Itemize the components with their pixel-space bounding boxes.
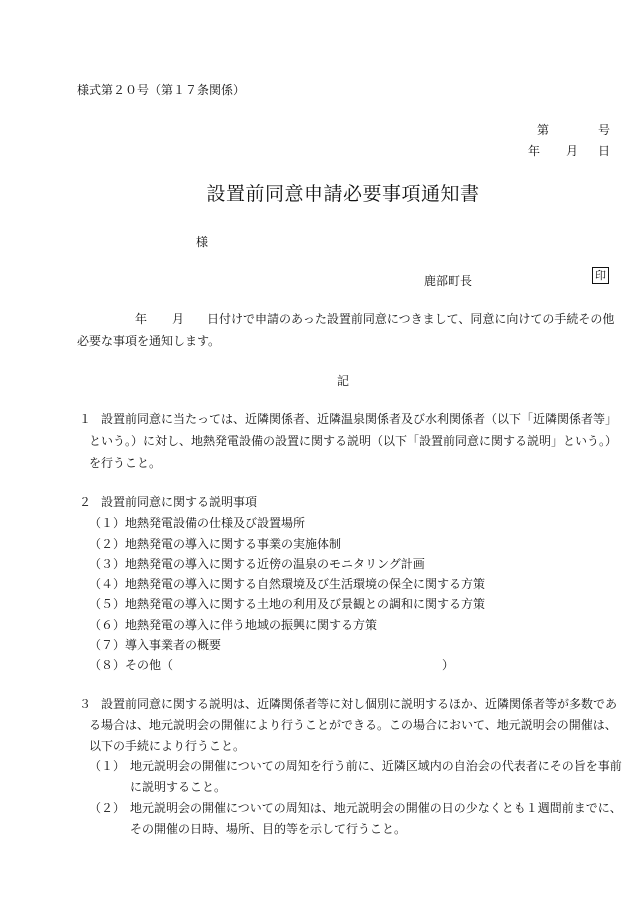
section-2-item-1-number: （１）: [89, 516, 126, 530]
document-number-prefix: 第: [537, 123, 550, 137]
section-3-item-2-number: （２）: [89, 801, 126, 815]
section-2-item-7-number: （７）: [89, 638, 126, 652]
section-2-item-8-text: その他（: [125, 658, 174, 672]
section-2-item-2-text: 地熱発電の導入に関する事業の実施体制: [125, 537, 342, 551]
section-3-number: ３: [79, 697, 92, 711]
section-1-line-3: を行うこと。: [89, 456, 162, 470]
section-3-line-2: る場合は、地元説明会の開催により行うことができる。この場合において、地元説明会の開催は、: [89, 718, 617, 732]
section-1-number: １: [79, 412, 92, 426]
section-2-item-5-text: 地熱発電の導入に関する土地の利用及び景観との調和に関する方策: [125, 597, 486, 611]
seal-label: 印: [595, 269, 606, 282]
section-2-item-8-close-paren: ）: [442, 658, 455, 672]
intro-line-2: 必要な事項を通知します。: [77, 334, 221, 348]
section-1-line-2: という。）に対し、地熱発電設備の設置に関する説明（以下「設置前同意に関する説明」という。）: [89, 434, 618, 448]
date-month: 月: [566, 144, 579, 158]
section-2-item-6-text: 地熱発電の導入に伴う地域の振興に関する方策: [125, 618, 378, 632]
section-2-item-3-text: 地熱発電の導入に関する近傍の温泉のモニタリング計画: [125, 557, 425, 571]
section-3-item-2-line-2: その開催の日時、場所、目的等を示して行うこと。: [130, 822, 407, 836]
document-number-suffix: 号: [598, 123, 611, 137]
section-3-line-1: 設置前同意に関する説明は、近隣関係者等に対し個別に説明するほか、近隣関係者等が多数であ: [101, 697, 618, 711]
intro-month: 月: [172, 312, 185, 326]
section-3-item-1-line-2: に説明すること。: [130, 780, 227, 794]
ki-heading: 記: [336, 374, 349, 388]
addressee-honorific: 様: [196, 235, 209, 249]
section-2-item-8-number: （８）: [89, 658, 126, 672]
section-2-item-6-number: （６）: [89, 618, 126, 632]
date-year: 年: [528, 144, 541, 158]
section-2-item-7-text: 導入事業者の概要: [125, 638, 222, 652]
section-2-number: ２: [79, 495, 92, 509]
form-number: 様式第２０号（第１７条関係）: [77, 83, 246, 97]
section-3-line-3: 以下の手続により行うこと。: [89, 739, 246, 753]
section-3-item-2-line-1: 地元説明会の開催についての周知は、地元説明会の開催の日の少なくとも１週間前までに、: [130, 801, 622, 815]
section-3-item-1-number: （１）: [89, 759, 126, 773]
date-day: 日: [598, 144, 611, 158]
document-title: 設置前同意申請必要事項通知書: [206, 183, 480, 205]
section-1-line-1: 設置前同意に当たっては、近隣関係者、近隣温泉関係者及び水利関係者（以下「近隣関係者等」: [101, 412, 618, 426]
intro-year: 年: [135, 312, 148, 326]
section-2-item-3-number: （３）: [89, 557, 126, 571]
section-2-item-4-text: 地熱発電の導入に関する自然環境及び生活環境の保全に関する方策: [125, 577, 486, 591]
section-2-item-1-text: 地熱発電設備の仕様及び設置場所: [125, 516, 306, 530]
section-2-heading: 設置前同意に関する説明事項: [101, 495, 258, 509]
section-2-item-4-number: （４）: [89, 577, 126, 591]
intro-line-1-text: 日付けで申請のあった設置前同意につきまして、同意に向けての手続その他: [207, 312, 615, 326]
seal-stamp: [592, 267, 609, 284]
section-2-item-2-number: （２）: [89, 537, 126, 551]
issuer-name: 鹿部町長: [424, 274, 473, 288]
section-3-item-1-line-1: 地元説明会の開催についての周知を行う前に、近隣区域内の自治会の代表者にその旨を事前: [130, 759, 622, 773]
section-2-item-5-number: （５）: [89, 597, 126, 611]
